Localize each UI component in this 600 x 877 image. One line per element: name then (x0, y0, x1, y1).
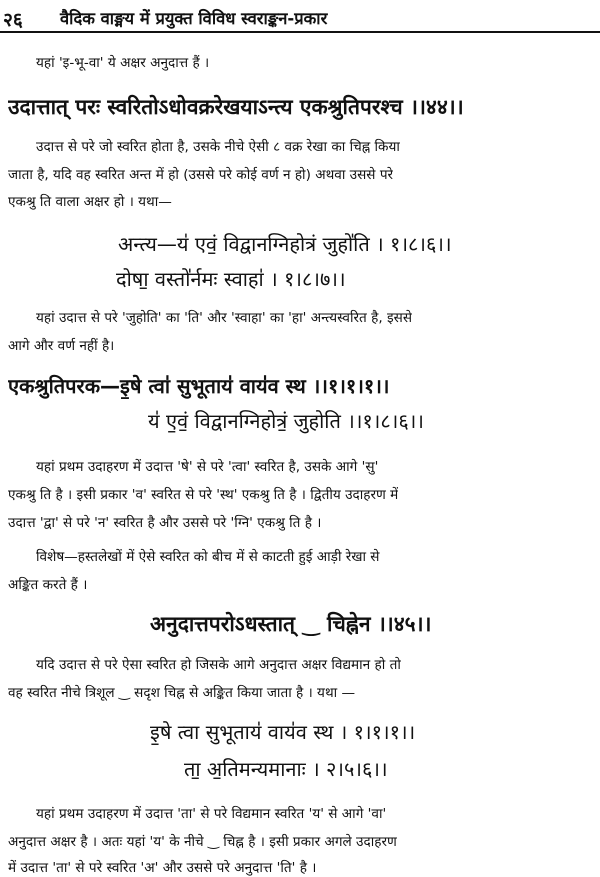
text-line: यदि उदात्त से परे ऐसा स्वरित हो जिसके आगे अनुदात्त अक्षर विद्यमान हो तो (36, 657, 401, 673)
text-line: में उदात्त 'ता' से परे स्वरित 'अ' और उससे परे अनुदात्त 'ति' है । (8, 860, 317, 876)
page-number: २६ (3, 9, 23, 31)
text-line: उदात्त 'द्वा' से परे 'न' स्वरित है और उससे परे 'ग्नि' एकश्रु ति है । (8, 515, 322, 531)
example-verse: दोषा॒ वस्तो॑र्नमः स्वाहा॑ । १।८।७।। (116, 267, 346, 291)
text-line: अङ्कित करते हैं । (8, 577, 88, 593)
running-title: वैदिक वाङ्मय में प्रयुक्त विविध स्वराङ्कन-प्रकार (60, 9, 328, 28)
sutra-45: अनुदात्तपरोऽधस्तात् ‿ चिह्नेन ।।४५।। (150, 612, 432, 636)
text-line: उदात्त से परे जो स्वरित होता है, उसके नीचे ऐसी ८ वक्र रेखा का चिह्न किया (36, 139, 400, 155)
sutra-44: उदात्तात् परः स्वरितोऽधोवक्ररेखयाऽन्त्य एकश्रुतिपरश्च ।।४४।। (8, 95, 464, 119)
text-line: यहां प्रथम उदाहरण में उदात्त 'ता' से परे विद्यमान स्वरित 'य' से आगे 'वा' (36, 806, 387, 822)
example-verse: एकश्रुतिपरक—इ॒षे त्वा॑ सुभूताय॑ वाय॑व स्थ ।।१।१।१।। (8, 374, 390, 398)
text-line: एकश्रु ति है । इसी प्रकार 'व' स्वरित से परे 'स्थ' एकश्रु ति है । द्वितीय उदाहरण में (8, 487, 399, 503)
text-line: जाता है, यदि वह स्वरित अन्त में हो (उससे परे कोई वर्ण न हो) अथवा उससे परे (8, 167, 394, 183)
text-line: आगे और वर्ण नहीं है। (8, 338, 115, 354)
text-line: एकश्रु ति वाला अक्षर हो । यथा— (8, 194, 172, 210)
text-line: यहां 'इ-भू-वा' ये अक्षर अनुदात्त हैं । (36, 55, 210, 71)
text-line: यहां प्रथम उदाहरण में उदात्त 'षे' से परे 'त्वा' स्वरित है, उसके आगे 'सु' (36, 459, 379, 475)
example-verse: य॑ ए॒वं॒ विद्वानग्निहोत्रं॒ जु॒होति ।।१।८।६।। (148, 409, 424, 433)
example-verse: ता॒ अ॒तिमन्यमानाः । २।५।६।। (184, 757, 388, 781)
running-header (0, 4, 600, 30)
text-line: यहां उदात्त से परे 'जुहोति' का 'ति' और 'स्वाहा' का 'हा' अन्त्यस्वरित है, इससे (36, 310, 413, 326)
header-rule (0, 31, 600, 33)
example-verse: इ॒षे त्वा सुभूताय॑ वाय॑व स्थ । १।१।१।। (150, 720, 416, 744)
text-line: विशेष—हस्तलेखों में ऐसे स्वरित को बीच में से काटती हुई आड़ी रेखा से (36, 549, 380, 565)
text-line: वह स्वरित नीचे त्रिशूल ‿ सदृश चिह्न से अङ्कित किया जाता है । यथा — (8, 685, 356, 701)
example-verse: अन्त्य—य॑ एवं॒ विद्वानग्निहोत्रं जुहो॑ति । १।८।६।। (118, 232, 452, 256)
text-line: अनुदात्त अक्षर है । अतः यहां 'य' के नीचे ‿ चिह्न है । इसी प्रकार अगले उदाहरण (8, 834, 397, 850)
